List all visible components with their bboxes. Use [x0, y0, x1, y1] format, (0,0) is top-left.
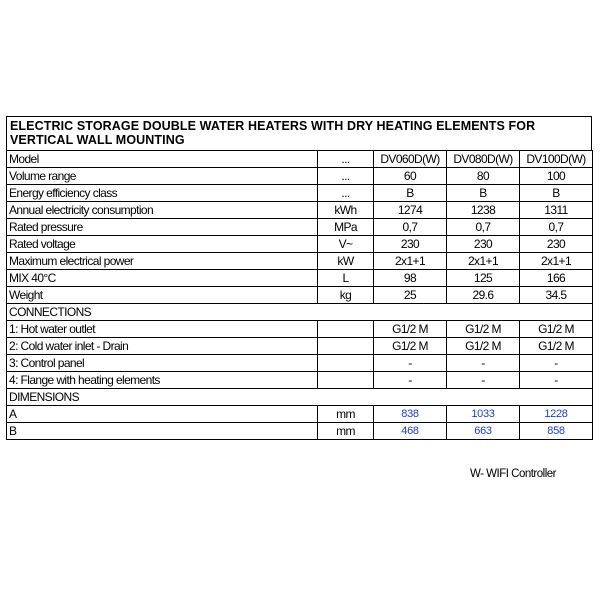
footer-note: W- WIFI Controller	[470, 468, 556, 480]
table-row	[7, 168, 593, 185]
value-dv080: -	[447, 355, 520, 372]
value-dv080: 663	[447, 423, 520, 440]
value-dv060: 25	[374, 287, 447, 304]
row-unit: MPa	[318, 219, 374, 236]
table-row	[7, 321, 593, 338]
table-row	[7, 287, 593, 304]
value-dv100: 34.5	[520, 287, 593, 304]
table-row	[7, 253, 593, 270]
value-dv100: 166	[520, 270, 593, 287]
row-unit: kWh	[318, 202, 374, 219]
value-dv060: 0,7	[374, 219, 447, 236]
row-unit: ...	[318, 185, 374, 202]
title-line-1: ELECTRIC STORAGE DOUBLE WATER HEATERS WITH DRY HEATING ELEMENTS FOR	[10, 119, 536, 133]
value-dv060: -	[374, 372, 447, 389]
row-unit: V~	[318, 236, 374, 253]
table-row	[7, 406, 593, 423]
row-unit	[318, 372, 374, 389]
row-label: 3: Control panel	[7, 355, 318, 372]
value-dv100: 1228	[520, 406, 593, 423]
row-label: B	[7, 423, 318, 440]
value-dv080: 29.6	[447, 287, 520, 304]
row-unit: mm	[318, 423, 374, 440]
value-dv080: 0,7	[447, 219, 520, 236]
value-dv080: G1/2 M	[447, 321, 520, 338]
value-dv100: 230	[520, 236, 593, 253]
value-dv060: -	[374, 355, 447, 372]
table-row	[7, 270, 593, 287]
value-dv080: 2x1+1	[447, 253, 520, 270]
row-unit	[318, 338, 374, 355]
row-label: Volume range	[7, 168, 318, 185]
value-dv080: G1/2 M	[447, 338, 520, 355]
title-line-2: VERTICAL WALL MOUNTING	[10, 133, 185, 147]
row-unit: kW	[318, 253, 374, 270]
table-row	[7, 202, 593, 219]
value-dv060: G1/2 M	[374, 321, 447, 338]
value-dv080: 1033	[447, 406, 520, 423]
table-row	[7, 151, 593, 168]
row-label: Model	[7, 151, 318, 168]
value-dv080: -	[447, 372, 520, 389]
table-row	[7, 423, 593, 440]
value-dv100: -	[520, 372, 593, 389]
section-heading-row	[7, 304, 593, 321]
value-dv060: 468	[374, 423, 447, 440]
table-row	[7, 338, 593, 355]
row-label: Rated pressure	[7, 219, 318, 236]
value-dv100: 0,7	[520, 219, 593, 236]
row-unit	[318, 355, 374, 372]
row-unit	[318, 321, 374, 338]
table-row	[7, 355, 593, 372]
value-dv100: 100	[520, 168, 593, 185]
value-dv080: 125	[447, 270, 520, 287]
row-label: 4: Flange with heating elements	[7, 372, 318, 389]
row-label: Energy efficiency class	[7, 185, 318, 202]
value-dv080: 1238	[447, 202, 520, 219]
value-dv100: 2x1+1	[520, 253, 593, 270]
row-label: Weight	[7, 287, 318, 304]
spec-table	[6, 150, 593, 440]
value-dv060: 838	[374, 406, 447, 423]
row-label: Annual electricity consumption	[7, 202, 318, 219]
section-heading-row	[7, 389, 593, 406]
value-dv080: 230	[447, 236, 520, 253]
row-label: MIX 40°C	[7, 270, 318, 287]
value-dv060: 60	[374, 168, 447, 185]
section-heading: CONNECTIONS	[7, 304, 593, 321]
value-dv060: G1/2 M	[374, 338, 447, 355]
value-dv100: B	[520, 185, 593, 202]
value-dv060: B	[374, 185, 447, 202]
row-label: Maximum electrical power	[7, 253, 318, 270]
row-label: Rated voltage	[7, 236, 318, 253]
value-dv100: 858	[520, 423, 593, 440]
spec-sheet	[6, 116, 592, 440]
value-dv100: G1/2 M	[520, 321, 593, 338]
row-label: 2: Cold water inlet - Drain	[7, 338, 318, 355]
row-unit: ...	[318, 151, 374, 168]
value-dv100: 1311	[520, 202, 593, 219]
row-unit: mm	[318, 406, 374, 423]
table-row	[7, 219, 593, 236]
table-row	[7, 236, 593, 253]
value-dv060: 230	[374, 236, 447, 253]
row-unit: kg	[318, 287, 374, 304]
value-dv100: -	[520, 355, 593, 372]
value-dv080: DV080D(W)	[447, 151, 520, 168]
table-row	[7, 372, 593, 389]
table-row	[7, 185, 593, 202]
value-dv060: 98	[374, 270, 447, 287]
section-heading: DIMENSIONS	[7, 389, 593, 406]
row-unit: L	[318, 270, 374, 287]
value-dv100: DV100D(W)	[520, 151, 593, 168]
row-label: A	[7, 406, 318, 423]
table-title	[6, 116, 592, 150]
value-dv100: G1/2 M	[520, 338, 593, 355]
value-dv060: DV060D(W)	[374, 151, 447, 168]
value-dv060: 1274	[374, 202, 447, 219]
value-dv060: 2x1+1	[374, 253, 447, 270]
row-label: 1: Hot water outlet	[7, 321, 318, 338]
value-dv080: 80	[447, 168, 520, 185]
value-dv080: B	[447, 185, 520, 202]
row-unit: ...	[318, 168, 374, 185]
